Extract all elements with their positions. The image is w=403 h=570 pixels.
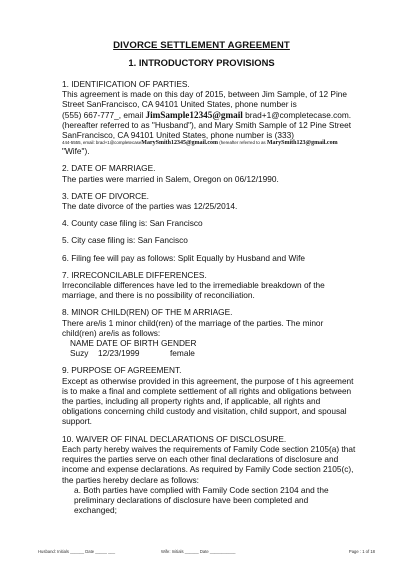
child-row bbox=[62, 348, 362, 358]
child-gender: female bbox=[170, 348, 195, 359]
wife-initials-line: Wife: Initials ______ Date ___________ bbox=[161, 549, 236, 554]
clause-text: Street SanFrancisco, CA 94101 United States, phone number is bbox=[62, 99, 297, 110]
document-title: DIVORCE SETTLEMENT AGREEMENT bbox=[113, 40, 290, 51]
phone-text: (555) 667-777_, email bbox=[62, 109, 146, 120]
clause-heading: 1. IDENTIFICATION OF PARTIES. bbox=[62, 79, 190, 89]
page-number: Page : 1 of 18 bbox=[348, 549, 375, 554]
clause-minor-children bbox=[62, 307, 362, 358]
clause-text-small bbox=[62, 140, 362, 146]
handwritten-email: MarySmith12345@gmail.com bbox=[141, 140, 219, 147]
clause-text: Except as otherwise provided in this agreement, the purpose of t his agreement bbox=[62, 375, 354, 386]
clause-county-filing bbox=[62, 218, 362, 228]
clause-text: 5. City case filing is: San Fancisco bbox=[62, 235, 188, 246]
husband-initials-line: Husband: Initials ______ Date _____ ___ bbox=[38, 549, 116, 554]
clause-text: the parties hereby declare as follows: bbox=[62, 474, 199, 485]
clause-heading: 8. MINOR CHILD(REN) OF THE M ARRIAGE. bbox=[62, 307, 233, 318]
child-dob: 12/23/1999 bbox=[98, 348, 140, 359]
sub-clause-text: exchanged; bbox=[74, 505, 117, 516]
clause-date-of-marriage bbox=[62, 163, 362, 183]
clause-identification bbox=[62, 79, 362, 156]
clause-text: the parties, including all property rights and, if applicable, all rights and bbox=[62, 396, 321, 407]
sub-clause-text: preliminary declarations of disclosure have been completed and bbox=[74, 494, 309, 505]
clause-text: (hereafter referred to as "Husband"), and Mary Smith Sample of 12 Pine Street bbox=[62, 119, 352, 130]
clause-text: The parties were married in Salem, Oregon on 06/12/1990. bbox=[62, 173, 279, 184]
clause-date-of-divorce bbox=[62, 191, 362, 211]
sub-clause-text: a. Both parties have complied with Family Code section 2104 and the bbox=[74, 484, 329, 495]
clause-heading: 10. WAIVER OF FINAL DECLARATIONS OF DISCLOSURE. bbox=[62, 433, 287, 444]
clause-text: The date divorce of the parties was 12/25/2014. bbox=[62, 201, 238, 212]
clause-text: obligations concerning child custody and visitation, child support, and spousal bbox=[62, 406, 347, 417]
clause-heading: 2. DATE OF MARRIAGE. bbox=[62, 163, 156, 174]
clause-waiver bbox=[62, 434, 362, 516]
clause-heading: 3. DATE OF DIVORCE. bbox=[62, 190, 149, 201]
clause-text: 4. County case filing is: San Francisco bbox=[62, 218, 203, 229]
section-heading: 1. INTRODUCTORY PROVISIONS bbox=[128, 57, 275, 68]
clause-text: marriage, and there is no possibility of reconciliation. bbox=[62, 290, 255, 301]
clause-text: support. bbox=[62, 416, 92, 427]
email-text: brad+1@completecase.com. bbox=[242, 109, 352, 120]
clause-text: SanFrancisco, CA 94101 United States, phone number is (333) bbox=[62, 130, 294, 141]
clause-heading: 9. PURPOSE OF AGREEMENT. bbox=[62, 365, 182, 376]
clause-filing-fee bbox=[62, 253, 362, 263]
clause-text bbox=[62, 110, 362, 120]
clause-text: requires the parties serve on each other final declarations of disclosure and bbox=[62, 454, 339, 465]
child-table-header: NAME DATE OF BIRTH GENDER bbox=[70, 338, 197, 349]
clause-heading: 7. IRRECONCILABLE DIFFERENCES. bbox=[62, 269, 207, 280]
clause-text: income and expense declarations. As required by Family Code section 2105(c), bbox=[62, 464, 354, 475]
clause-text: 6. Filing fee will pay as follows: Split Equally by Husband and Wife bbox=[62, 252, 306, 263]
clause-city-filing bbox=[62, 235, 362, 245]
clause-purpose bbox=[62, 365, 362, 426]
clause-text: "Wife"). bbox=[62, 146, 90, 157]
handwritten-email: MarySmith123@gmail.com bbox=[266, 140, 338, 147]
clause-text: Irreconcilable differences have led to the irremediable breakdown of the bbox=[62, 280, 325, 291]
clause-text: This agreement is made on this day of 2015, between Jim Sample, of 12 Pine bbox=[62, 89, 348, 100]
clause-text: There are/is 1 minor child(ren) of the marriage of the parties. The minor bbox=[62, 317, 324, 328]
handwritten-email: JimSample12345@gmail bbox=[145, 109, 243, 120]
clause-irreconcilable bbox=[62, 270, 362, 301]
referred-text: (hereafter referred to as bbox=[218, 140, 267, 146]
clause-text: Each party hereby waives the requirements of Family Code section 2105(a) that bbox=[62, 443, 356, 454]
clause-text: child(ren) are/is as follows: bbox=[62, 327, 161, 338]
email-text: 444-5555, email: brad+1@completecase bbox=[62, 140, 142, 146]
child-name: Suzy bbox=[70, 348, 89, 359]
document-body bbox=[62, 79, 362, 515]
clause-text: is to make a final and complete settlement of all rights and obligations between bbox=[62, 385, 352, 396]
